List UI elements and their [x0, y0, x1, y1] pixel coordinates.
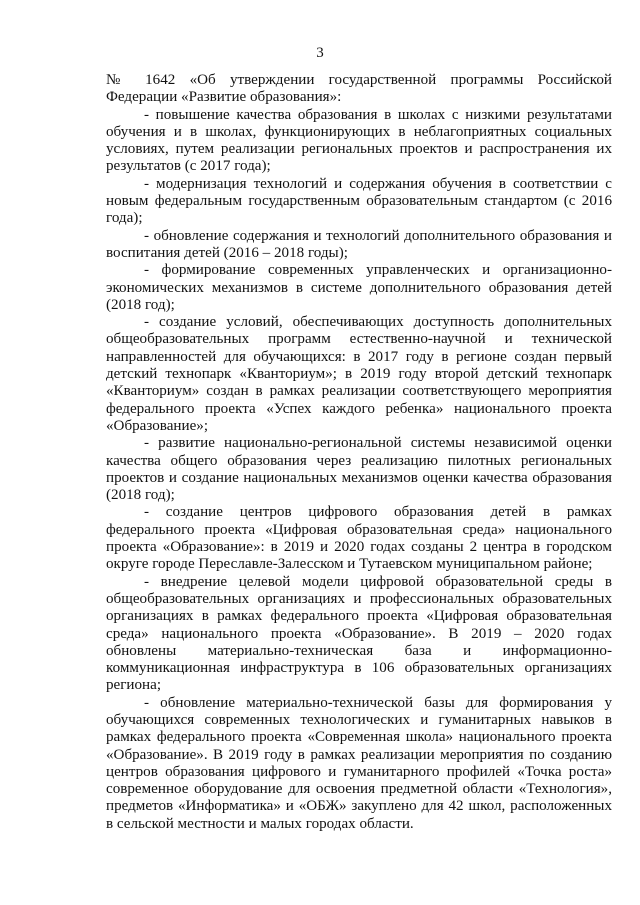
- list-item: - создание центров цифрового образования детей в рамках федерального проекта «Цифровая образовательная среда» национального проекта «Образование»: в 2019 и 2020 годах созданы 2 центра в городском округе городе Переславле-Залесском и Тутаевском муниципальном районе;: [106, 504, 612, 573]
- page-number: 3: [316, 45, 324, 61]
- list-item: - развитие национально-региональной системы независимой оценки качества общего образования через реализацию пилотных региональных проектов и создание национальных механизмов оценки качества образования (2018 год);: [106, 435, 612, 504]
- list-item: - формирование современных управленческих и организационно-экономических механизмов в системе дополнительного образования детей (2018 год);: [106, 262, 612, 313]
- intro-paragraph: № 1642 «Об утверждении государственной программы Российской Федерации «Развитие образования»:: [106, 72, 612, 106]
- list-item: - обновление материально-технической базы для формирования у обучающихся современных технологических и гуманитарных навыков в рамках федерального проекта «Современная школа» национального проекта «Образование». В 2019 году в рамках реализации мероприятия по созданию центров образования цифрового и гуманитарного профилей «Точка роста» современное оборудование для освоения предметной области «Технология», предметов «Информатика» и «ОБЖ» закуплено для 42 школ, расположенных в сельской местности и малых городах области.: [106, 694, 612, 832]
- list-item: - обновление содержания и технологий дополнительного образования и воспитания детей (2016 – 2018 годы);: [106, 227, 612, 261]
- list-item: - создание условий, обеспечивающих доступность дополнительных общеобразовательных программ естественно-научной и технической направленностей для обучающихся: в 2017 году в регионе создан первый детский технопарк «Кванториум»; в 2019 году второй детский технопарк «Кванториум» создан в рамках реализации соответствующего мероприятия федерального проекта «Успех каждого ребенка» национального проекта «Образование»;: [106, 314, 612, 434]
- document-body: [106, 72, 612, 833]
- list-item: - модернизация технологий и содержания обучения в соответствии с новым федеральным государственным образовательным стандартом (с 2016 года);: [106, 175, 612, 227]
- list-item: - повышение качества образования в школах с низкими результатами обучения и в школах, функционирующих в неблагоприятных социальных условиях, путем реализации региональных проектов и распространения их результатов (с 2017 года);: [106, 106, 612, 175]
- list-item: - внедрение целевой модели цифровой образовательной среды в общеобразовательных организациях и профессиональных образовательных организациях в рамках федерального проекта «Цифровая образовательная среда» национального проекта «Образование». В 2019 – 2020 годах обновлены материально-техническая база и информационно-коммуникационная инфраструктура в 106 образовательных организациях региона;: [106, 573, 612, 694]
